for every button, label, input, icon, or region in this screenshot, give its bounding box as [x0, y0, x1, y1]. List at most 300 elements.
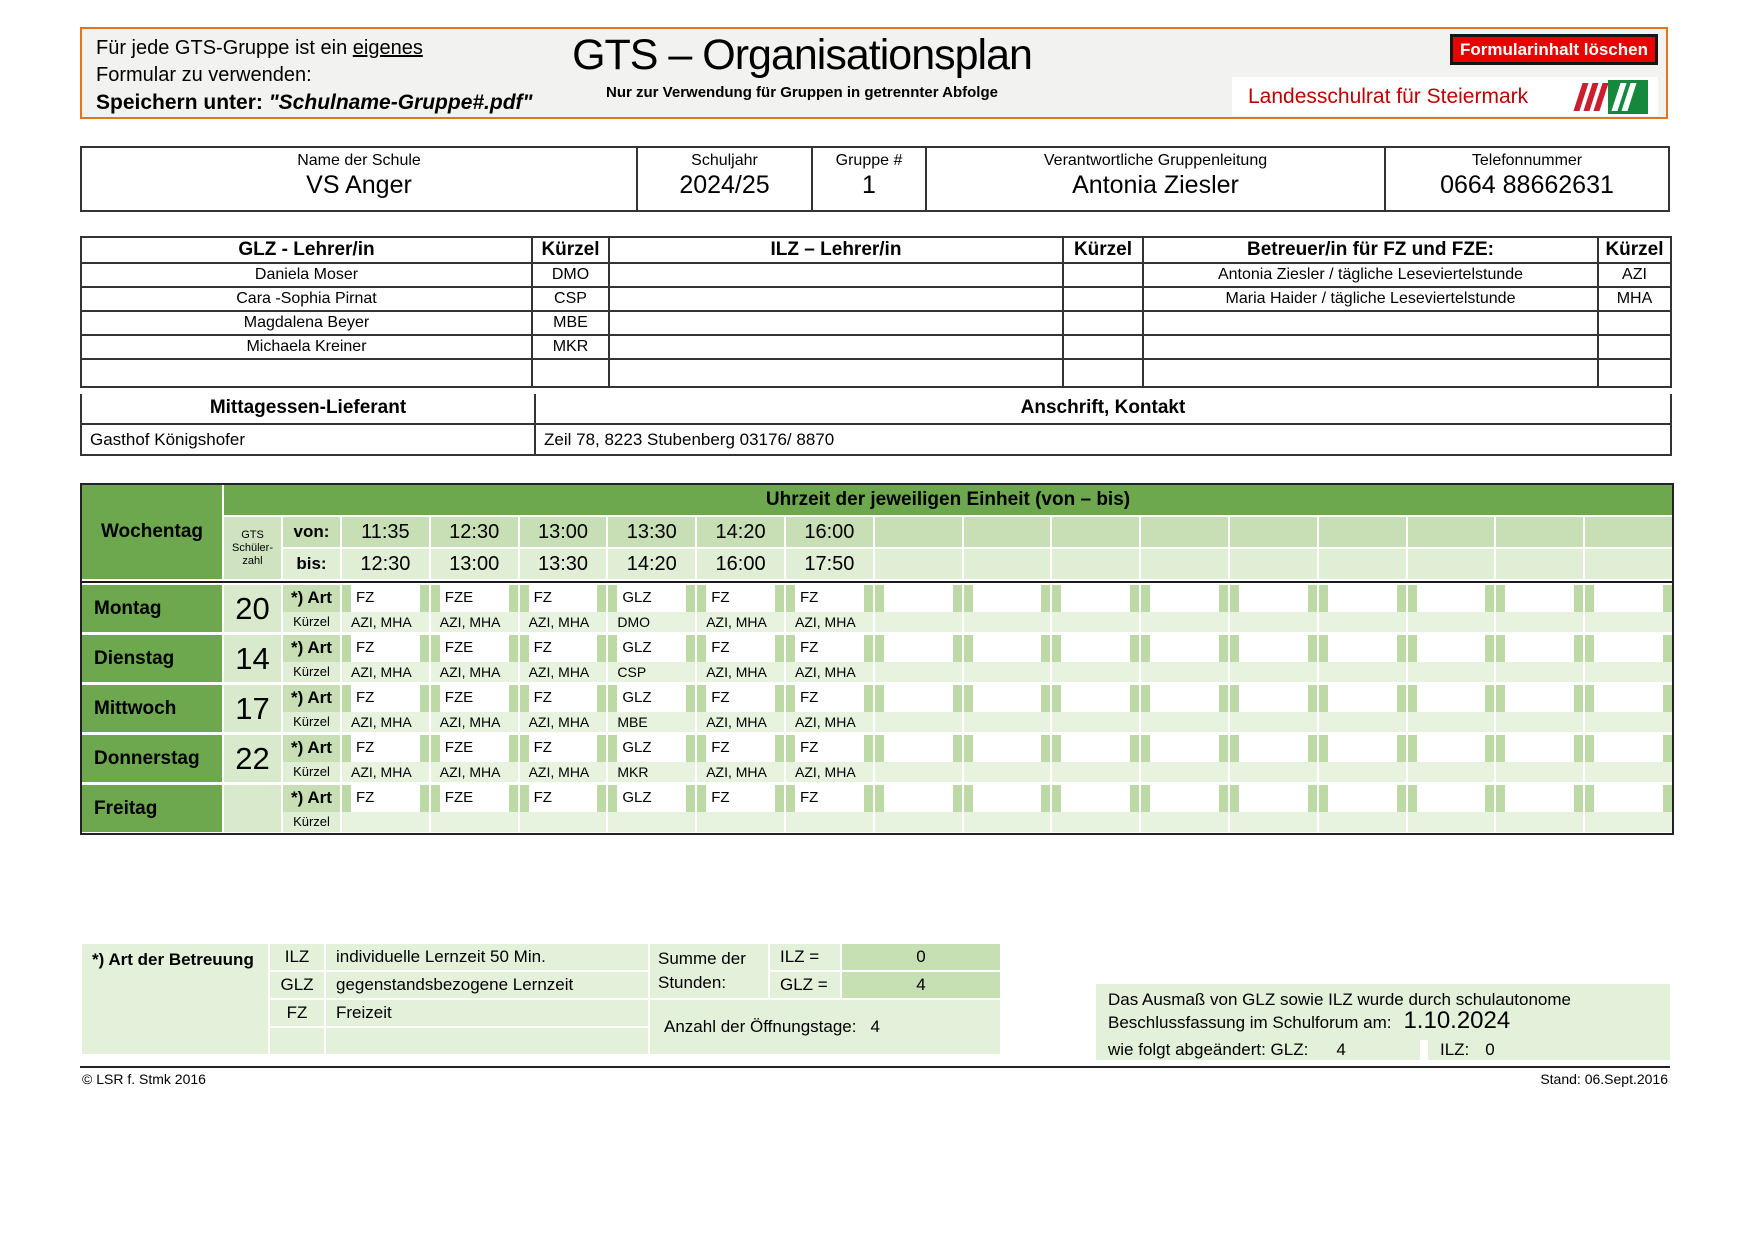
- schedule-kuerzel-cell[interactable]: AZI, MHA: [520, 612, 607, 632]
- schedule-kuerzel-cell[interactable]: AZI, MHA: [697, 612, 784, 632]
- schedule-kuerzel-cell[interactable]: AZI, MHA: [697, 762, 784, 782]
- art-label: *) Art: [283, 785, 340, 812]
- note-line-1: Das Ausmaß von GLZ sowie ILZ wurde durch schulautonome: [1108, 990, 1571, 1009]
- staff-cell[interactable]: Maria Haider / tägliche Leseviertelstunde: [1143, 287, 1598, 311]
- schedule-kuerzel-cell[interactable]: [520, 812, 607, 832]
- instruction-line-1: Für jede GTS-Gruppe ist ein eigenes: [96, 37, 423, 59]
- bis-row: [283, 549, 1672, 579]
- schedule-kuerzel-cell[interactable]: [1585, 812, 1672, 832]
- schedule-art-cell[interactable]: FZ: [342, 585, 429, 612]
- schedule-student-count[interactable]: [224, 785, 281, 832]
- school-info-label: Verantwortliche Gruppenleitung: [1043, 152, 1268, 169]
- schedule-art-cell[interactable]: GLZ: [608, 685, 695, 712]
- schedule-art-cell[interactable]: FZE: [431, 685, 518, 712]
- schedule-kuerzel-cell[interactable]: [697, 812, 784, 832]
- form-title: GTS – Organisationsplan: [572, 31, 1032, 79]
- schedule-kuerzel-cell[interactable]: AZI, MHA: [786, 762, 873, 782]
- schedule-kuerzel-cell[interactable]: [875, 762, 962, 782]
- schedule-art-cell[interactable]: [875, 585, 962, 612]
- schedule-kuerzel-cell[interactable]: [964, 762, 1051, 782]
- schedule-kuerzel-cell[interactable]: [1141, 662, 1228, 682]
- schedule-time-von[interactable]: [875, 517, 962, 547]
- schedule-kuerzel-cell[interactable]: AZI, MHA: [431, 662, 518, 682]
- schedule-kuerzel-cell[interactable]: AZI, MHA: [431, 762, 518, 782]
- staff-cell[interactable]: Magdalena Beyer: [81, 311, 532, 335]
- schedule-art-cell[interactable]: FZ: [342, 785, 429, 812]
- school-info-field[interactable]: 2024/25: [679, 171, 770, 199]
- schedule-art-cell[interactable]: [1496, 785, 1583, 812]
- legend-code: GLZ: [270, 972, 324, 998]
- staff-cell[interactable]: Cara -Sophia Pirnat: [81, 287, 532, 311]
- staff-cell[interactable]: [81, 359, 532, 387]
- schedule-time-bis[interactable]: [1319, 549, 1406, 579]
- schedule-time-bis[interactable]: 13:00: [431, 549, 518, 579]
- schedule-art-cell[interactable]: FZ: [520, 685, 607, 712]
- staff-cell[interactable]: [1063, 287, 1143, 311]
- schedule-art-cell[interactable]: [964, 635, 1051, 662]
- schedule-art-cell[interactable]: [1319, 685, 1406, 712]
- staff-header: ILZ – Lehrer/in: [609, 237, 1063, 263]
- schedule-art-cell[interactable]: [1585, 785, 1672, 812]
- legend-title: *) Art der Betreuung: [82, 944, 268, 1054]
- lunch-label-row: [80, 394, 1672, 423]
- schedule-art-cell[interactable]: [1230, 635, 1317, 662]
- schedule-art-cell[interactable]: [1141, 685, 1228, 712]
- schedule-kuerzel-cell[interactable]: [431, 812, 518, 832]
- school-info-field[interactable]: Antonia Ziesler: [1072, 171, 1239, 199]
- schedule-time-von[interactable]: [1496, 517, 1583, 547]
- schedule-kuerzel-cell[interactable]: [1230, 712, 1317, 732]
- kuerzel-label: Kürzel: [283, 812, 340, 832]
- schedule-art-cell[interactable]: [1319, 635, 1406, 662]
- legend-description: [326, 1028, 648, 1054]
- art-row: [283, 635, 1672, 662]
- schedule-kuerzel-cell[interactable]: [1319, 712, 1406, 732]
- schedule-table: [80, 483, 1674, 835]
- staff-header: GLZ - Lehrer/in: [81, 237, 532, 263]
- kuerzel-row: [283, 662, 1672, 682]
- schedule-kuerzel-cell[interactable]: [1319, 812, 1406, 832]
- art-label: *) Art: [283, 585, 340, 612]
- schedule-time-bis[interactable]: [964, 549, 1051, 579]
- schedule-art-cell[interactable]: [1585, 635, 1672, 662]
- schedule-kuerzel-cell[interactable]: [1408, 762, 1495, 782]
- authority-logo: [1232, 77, 1658, 116]
- note-line-2: Beschlussfassung im Schulforum am: 1.10.2024: [1108, 1007, 1511, 1034]
- schedule-kuerzel-cell[interactable]: AZI, MHA: [520, 762, 607, 782]
- schedule-kuerzel-cell[interactable]: [1496, 812, 1583, 832]
- schedule-art-cell[interactable]: [964, 685, 1051, 712]
- schedule-art-cell[interactable]: [1496, 585, 1583, 612]
- staff-cell[interactable]: [609, 335, 1063, 359]
- schedule-student-count[interactable]: 14: [224, 635, 281, 682]
- schedule-art-cell[interactable]: [1408, 785, 1495, 812]
- glz-equals-label: GLZ =: [770, 972, 840, 998]
- schedule-kuerzel-cell[interactable]: [1052, 612, 1139, 632]
- schedule-art-cell[interactable]: FZ: [786, 635, 873, 662]
- schedule-kuerzel-cell[interactable]: [1230, 762, 1317, 782]
- schedule-kuerzel-cell[interactable]: [964, 662, 1051, 682]
- schedule-kuerzel-cell[interactable]: [1319, 612, 1406, 632]
- schedule-kuerzel-cell[interactable]: [1052, 812, 1139, 832]
- instruction-line-2: Formular zu verwenden:: [96, 64, 312, 86]
- schedule-student-count[interactable]: 20: [224, 585, 281, 632]
- schedule-art-cell[interactable]: FZ: [697, 635, 784, 662]
- schedule-kuerzel-cell[interactable]: AZI, MHA: [342, 712, 429, 732]
- schedule-art-cell[interactable]: [1408, 735, 1495, 762]
- schedule-kuerzel-cell[interactable]: MKR: [608, 762, 695, 782]
- schedule-art-cell[interactable]: [1141, 785, 1228, 812]
- schedule-art-cell[interactable]: [1496, 685, 1583, 712]
- schedule-kuerzel-cell[interactable]: [1408, 612, 1495, 632]
- schedule-kuerzel-cell[interactable]: [1052, 712, 1139, 732]
- staff-cell[interactable]: Michaela Kreiner: [81, 335, 532, 359]
- schedule-kuerzel-cell[interactable]: [1408, 662, 1495, 682]
- glz-sum-field[interactable]: 4: [842, 972, 1000, 998]
- schedule-art-cell[interactable]: [1052, 585, 1139, 612]
- form-subtitle: Nur zur Verwendung für Gruppen in getrennter Abfolge: [606, 84, 998, 101]
- schedule-time-von[interactable]: [1141, 517, 1228, 547]
- changed-ilz-label: ILZ:: [1440, 1040, 1470, 1059]
- schedule-kuerzel-cell[interactable]: [1585, 762, 1672, 782]
- schedule-art-cell[interactable]: [875, 635, 962, 662]
- schedule-art-cell[interactable]: [1230, 735, 1317, 762]
- schedule-time-bis[interactable]: [1585, 549, 1672, 579]
- schedule-time-bis[interactable]: [875, 549, 962, 579]
- schedule-kuerzel-cell[interactable]: [1052, 762, 1139, 782]
- school-info-field[interactable]: VS Anger: [306, 171, 412, 199]
- schedule-art-cell[interactable]: [1052, 685, 1139, 712]
- schedule-time-von[interactable]: 16:00: [786, 517, 873, 547]
- schedule-kuerzel-cell[interactable]: [1052, 662, 1139, 682]
- schedule-kuerzel-cell[interactable]: [875, 712, 962, 732]
- art-row: [283, 735, 1672, 762]
- schedule-art-cell[interactable]: FZ: [786, 735, 873, 762]
- schedule-kuerzel-cell[interactable]: [875, 612, 962, 632]
- school-info-cell: [927, 148, 1386, 210]
- schedule-time-von[interactable]: 13:30: [608, 517, 695, 547]
- school-info-cell: [638, 148, 813, 210]
- schedule-time-bis[interactable]: 16:00: [697, 549, 784, 579]
- staff-cell[interactable]: MBE: [532, 311, 609, 335]
- kuerzel-label: Kürzel: [283, 612, 340, 632]
- schedule-kuerzel-cell[interactable]: [1496, 662, 1583, 682]
- schedule-art-cell[interactable]: FZ: [520, 585, 607, 612]
- schedule-time-bis[interactable]: 14:20: [608, 549, 695, 579]
- school-info-cell: [82, 148, 638, 210]
- schedule-kuerzel-cell[interactable]: [1585, 662, 1672, 682]
- schedule-kuerzel-cell[interactable]: [1319, 662, 1406, 682]
- schedule-kuerzel-cell[interactable]: AZI, MHA: [431, 712, 518, 732]
- staff-cell[interactable]: CSP: [532, 287, 609, 311]
- weekday-cell: Montag: [82, 585, 222, 632]
- schedule-art-cell[interactable]: [1141, 735, 1228, 762]
- school-info-label: Schuljahr: [691, 152, 758, 169]
- schedule-kuerzel-cell[interactable]: [1230, 612, 1317, 632]
- schedule-art-cell[interactable]: GLZ: [608, 735, 695, 762]
- staff-cell[interactable]: MKR: [532, 335, 609, 359]
- school-info-cell: [813, 148, 927, 210]
- schedule-kuerzel-cell[interactable]: AZI, MHA: [431, 612, 518, 632]
- steiermark-logo-icon: [1572, 80, 1648, 114]
- schedule-kuerzel-cell[interactable]: [1496, 712, 1583, 732]
- schedule-kuerzel-cell[interactable]: MBE: [608, 712, 695, 732]
- schedule-art-cell[interactable]: [1585, 685, 1672, 712]
- authority-name: Landesschulrat für Steiermark: [1248, 84, 1529, 108]
- schedule-art-cell[interactable]: [1496, 735, 1583, 762]
- schedule-art-cell[interactable]: FZE: [431, 735, 518, 762]
- schedule-time-bis[interactable]: 12:30: [342, 549, 429, 579]
- schedule-kuerzel-cell[interactable]: [608, 812, 695, 832]
- schedule-art-cell[interactable]: [1052, 635, 1139, 662]
- schedule-kuerzel-cell[interactable]: [1141, 712, 1228, 732]
- staff-header: Kürzel: [532, 237, 609, 263]
- schedule-time-bis[interactable]: [1230, 549, 1317, 579]
- schedule-art-cell[interactable]: [1230, 585, 1317, 612]
- staff-cell[interactable]: [609, 359, 1063, 387]
- schedule-kuerzel-cell[interactable]: AZI, MHA: [342, 662, 429, 682]
- ilz-sum-field[interactable]: 0: [842, 944, 1000, 970]
- schedule-kuerzel-cell[interactable]: [875, 812, 962, 832]
- schedule-art-cell[interactable]: GLZ: [608, 635, 695, 662]
- changed-ilz-cell: [1428, 1040, 1670, 1060]
- schedule-time-bis[interactable]: [1141, 549, 1228, 579]
- lunch-supplier-label: Mittagessen-Lieferant: [80, 394, 534, 423]
- schedule-kuerzel-cell[interactable]: AZI, MHA: [342, 612, 429, 632]
- staff-cell[interactable]: [609, 287, 1063, 311]
- kuerzel-row: [283, 612, 1672, 632]
- schedule-art-cell[interactable]: FZ: [520, 735, 607, 762]
- staff-cell[interactable]: [1598, 311, 1671, 335]
- schedule-kuerzel-cell[interactable]: [1141, 812, 1228, 832]
- schedule-kuerzel-cell[interactable]: [1585, 612, 1672, 632]
- schedule-kuerzel-cell[interactable]: [964, 812, 1051, 832]
- schedule-kuerzel-cell[interactable]: AZI, MHA: [697, 712, 784, 732]
- von-label: von:: [283, 517, 340, 547]
- schedule-art-cell[interactable]: FZ: [786, 785, 873, 812]
- von-row: [283, 517, 1672, 547]
- schedule-art-cell[interactable]: FZ: [697, 735, 784, 762]
- schedule-time-von[interactable]: [1319, 517, 1406, 547]
- changed-glz-field[interactable]: 4: [1336, 1040, 1346, 1059]
- schedule-time-von[interactable]: [1585, 517, 1672, 547]
- schedule-kuerzel-cell[interactable]: [875, 662, 962, 682]
- schedule-student-count[interactable]: 17: [224, 685, 281, 732]
- schedule-kuerzel-cell[interactable]: [964, 712, 1051, 732]
- note-text: [1096, 984, 1670, 1040]
- schedule-kuerzel-cell[interactable]: [1496, 612, 1583, 632]
- schedule-art-cell[interactable]: [1230, 685, 1317, 712]
- schedule-time-bis[interactable]: [1408, 549, 1495, 579]
- legend-description: gegenstandsbezogene Lernzeit: [326, 972, 648, 998]
- weekday-header: Wochentag: [82, 485, 222, 579]
- schedule-art-cell[interactable]: GLZ: [608, 585, 695, 612]
- schedule-kuerzel-cell[interactable]: AZI, MHA: [342, 762, 429, 782]
- schedule-time-von[interactable]: 11:35: [342, 517, 429, 547]
- art-row: [283, 585, 1672, 612]
- staff-cell[interactable]: MHA: [1598, 287, 1671, 311]
- open-days-field[interactable]: 4: [870, 1017, 880, 1036]
- schedule-kuerzel-cell[interactable]: AZI, MHA: [520, 662, 607, 682]
- schedule-time-von[interactable]: 12:30: [431, 517, 518, 547]
- footer-divider: [80, 1066, 1670, 1068]
- schedule-kuerzel-cell[interactable]: [1408, 712, 1495, 732]
- staff-cell[interactable]: [1143, 311, 1598, 335]
- footer-copyright: © LSR f. Stmk 2016: [82, 1071, 206, 1087]
- school-info-field[interactable]: 0664 88662631: [1440, 171, 1614, 199]
- schedule-art-cell[interactable]: [1319, 585, 1406, 612]
- staff-cell[interactable]: [1143, 335, 1598, 359]
- schedule-kuerzel-cell[interactable]: [342, 812, 429, 832]
- kuerzel-row: [283, 812, 1672, 832]
- kuerzel-row: [283, 712, 1672, 732]
- schedule-art-cell[interactable]: [1585, 585, 1672, 612]
- schedule-art-cell[interactable]: [1230, 785, 1317, 812]
- art-row: [283, 785, 1672, 812]
- kuerzel-label: Kürzel: [283, 762, 340, 782]
- schedule-kuerzel-cell[interactable]: AZI, MHA: [786, 712, 873, 732]
- staff-cell[interactable]: [1143, 359, 1598, 387]
- schedule-kuerzel-cell[interactable]: [1496, 762, 1583, 782]
- schedule-time-bis[interactable]: 17:50: [786, 549, 873, 579]
- schedule-art-cell[interactable]: FZ: [697, 685, 784, 712]
- legend-code: FZ: [270, 1000, 324, 1026]
- schedule-time-von[interactable]: [1408, 517, 1495, 547]
- kuerzel-row: [283, 762, 1672, 782]
- schedule-art-cell[interactable]: [1141, 585, 1228, 612]
- schedule-art-cell[interactable]: [1319, 735, 1406, 762]
- clear-form-button[interactable]: Formularinhalt löschen: [1450, 34, 1658, 65]
- staff-header: Kürzel: [1063, 237, 1143, 263]
- schedule-kuerzel-cell[interactable]: CSP: [608, 662, 695, 682]
- schedule-art-cell[interactable]: [1141, 635, 1228, 662]
- schedule-time-von[interactable]: 14:20: [697, 517, 784, 547]
- legend-description: individuelle Lernzeit 50 Min.: [326, 944, 648, 970]
- schedule-time-bis[interactable]: [1052, 549, 1139, 579]
- staff-cell[interactable]: [532, 359, 609, 387]
- schedule-art-cell[interactable]: FZE: [431, 785, 518, 812]
- schedule-art-cell[interactable]: [875, 685, 962, 712]
- schedule-kuerzel-cell[interactable]: AZI, MHA: [786, 662, 873, 682]
- schedule-art-cell[interactable]: [1408, 585, 1495, 612]
- staff-cell[interactable]: [1598, 359, 1671, 387]
- schedule-kuerzel-cell[interactable]: [1230, 812, 1317, 832]
- schedule-art-cell[interactable]: FZ: [342, 685, 429, 712]
- weekday-cell: Dienstag: [82, 635, 222, 682]
- staff-cell[interactable]: [1063, 359, 1143, 387]
- schedule-time-bis[interactable]: 13:30: [520, 549, 607, 579]
- staff-cell[interactable]: AZI: [1598, 263, 1671, 287]
- lunch-contact-field[interactable]: Zeil 78, 8223 Stubenberg 03176/ 8870: [544, 430, 835, 449]
- schedule-art-cell[interactable]: FZ: [520, 785, 607, 812]
- schedule-art-cell[interactable]: [875, 785, 962, 812]
- staff-table: [80, 236, 1672, 388]
- school-info-cell: [1386, 148, 1668, 210]
- legend-description: Freizeit: [326, 1000, 648, 1026]
- schedule-art-cell[interactable]: FZE: [431, 635, 518, 662]
- schedule-art-cell[interactable]: GLZ: [608, 785, 695, 812]
- staff-cell[interactable]: Daniela Moser: [81, 263, 532, 287]
- schedule-kuerzel-cell[interactable]: AZI, MHA: [697, 662, 784, 682]
- schedule-kuerzel-cell[interactable]: AZI, MHA: [520, 712, 607, 732]
- staff-cell[interactable]: [609, 263, 1063, 287]
- school-info-field[interactable]: 1: [862, 171, 876, 199]
- lunch-supplier-field[interactable]: Gasthof Königshofer: [82, 425, 536, 454]
- schedule-art-cell[interactable]: [1052, 785, 1139, 812]
- schedule-kuerzel-cell[interactable]: [1319, 762, 1406, 782]
- form-header-box: [80, 27, 1668, 119]
- schedule-kuerzel-cell[interactable]: [964, 612, 1051, 632]
- schedule-kuerzel-cell[interactable]: DMO: [608, 612, 695, 632]
- schedule-kuerzel-cell[interactable]: AZI, MHA: [786, 612, 873, 632]
- schedule-art-cell[interactable]: FZ: [697, 585, 784, 612]
- art-label: *) Art: [283, 685, 340, 712]
- schedule-time-von[interactable]: [964, 517, 1051, 547]
- staff-cell[interactable]: [1598, 335, 1671, 359]
- changed-ilz-field[interactable]: 0: [1485, 1040, 1495, 1059]
- staff-header: Betreuer/in für FZ und FZE:: [1143, 237, 1598, 263]
- schedule-art-cell[interactable]: [1319, 785, 1406, 812]
- schedule-art-cell[interactable]: [964, 785, 1051, 812]
- form-instructions: [96, 35, 533, 116]
- footer-version: Stand: 06.Sept.2016: [1540, 1071, 1668, 1087]
- schedule-art-cell[interactable]: FZ: [786, 585, 873, 612]
- schedule-kuerzel-cell[interactable]: [786, 812, 873, 832]
- staff-cell[interactable]: Antonia Ziesler / tägliche Leseviertelstunde: [1143, 263, 1598, 287]
- schedule-art-cell[interactable]: [1496, 635, 1583, 662]
- legend-table: [82, 944, 1000, 1054]
- staff-cell[interactable]: [1063, 263, 1143, 287]
- schedule-art-cell[interactable]: FZ: [342, 735, 429, 762]
- weekday-cell: Mittwoch: [82, 685, 222, 732]
- forum-date-field[interactable]: 1.10.2024: [1403, 1007, 1511, 1034]
- schedule-art-cell[interactable]: FZ: [342, 635, 429, 662]
- school-info-label: Gruppe #: [835, 152, 903, 169]
- schedule-art-cell[interactable]: FZ: [786, 685, 873, 712]
- schedule-time-von[interactable]: 13:00: [520, 517, 607, 547]
- schedule-student-count[interactable]: 22: [224, 735, 281, 782]
- schedule-kuerzel-cell[interactable]: [1230, 662, 1317, 682]
- staff-cell[interactable]: [1063, 311, 1143, 335]
- weekday-cell: Freitag: [82, 785, 222, 832]
- staff-cell[interactable]: [1063, 335, 1143, 359]
- staff-cell[interactable]: DMO: [532, 263, 609, 287]
- gts-label-line: GTS: [241, 528, 264, 541]
- schedule-art-cell[interactable]: [1408, 635, 1495, 662]
- schedule-art-cell[interactable]: FZ: [520, 635, 607, 662]
- schedule-time-von[interactable]: [1052, 517, 1139, 547]
- schedule-time-von[interactable]: [1230, 517, 1317, 547]
- changed-glz-cell: [1096, 1040, 1420, 1060]
- schedule-kuerzel-cell[interactable]: [1141, 612, 1228, 632]
- school-info-table: [80, 146, 1670, 212]
- schedule-art-cell[interactable]: [964, 585, 1051, 612]
- schedule-art-cell[interactable]: FZ: [697, 785, 784, 812]
- schedule-kuerzel-cell[interactable]: [1408, 812, 1495, 832]
- schedule-kuerzel-cell[interactable]: [1141, 762, 1228, 782]
- schedule-art-cell[interactable]: [1585, 735, 1672, 762]
- schedule-art-cell[interactable]: [875, 735, 962, 762]
- kuerzel-label: Kürzel: [283, 662, 340, 682]
- schedule-art-cell[interactable]: [1408, 685, 1495, 712]
- schedule-art-cell[interactable]: [1052, 735, 1139, 762]
- lunch-contact-label: Anschrift, Kontakt: [534, 394, 1672, 423]
- staff-cell[interactable]: [609, 311, 1063, 335]
- schedule-art-cell[interactable]: [964, 735, 1051, 762]
- schedule-kuerzel-cell[interactable]: [1585, 712, 1672, 732]
- schedule-time-bis[interactable]: [1496, 549, 1583, 579]
- schedule-art-cell[interactable]: FZE: [431, 585, 518, 612]
